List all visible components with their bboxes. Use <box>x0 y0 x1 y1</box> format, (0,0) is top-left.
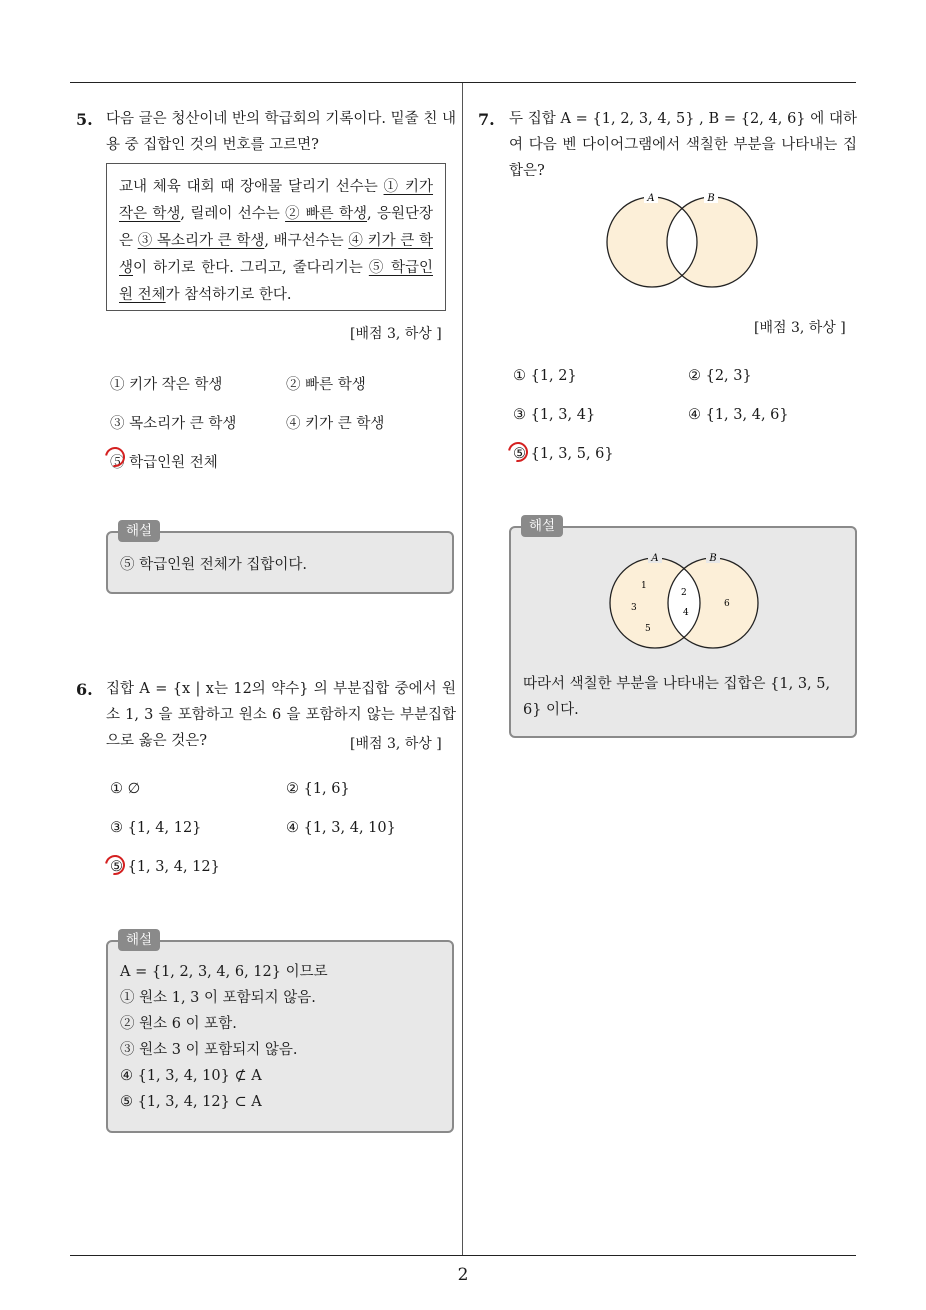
score-label: [배점 3, 하상 ] <box>350 326 442 342</box>
quote-text: 이 하기로 한다. 그리고, 줄다리기는 <box>133 260 369 276</box>
column-divider <box>462 83 463 1255</box>
element-5: 5 <box>645 624 651 634</box>
underlined-phrase: ① 키가 작은 학생 <box>119 179 434 222</box>
option-3[interactable]: ③ {1, 3, 4} <box>513 407 596 423</box>
bottom-rule <box>70 1255 856 1256</box>
solution-line: ① 원소 1, 3 이 포함되지 않음. <box>120 990 316 1006</box>
solution-line: ⑤ 학급인원 전체가 집합이다. <box>120 557 308 573</box>
set-a-label: A <box>647 193 655 204</box>
underlined-phrase: ⑤ 학급인원 전체 <box>119 260 433 303</box>
option-3[interactable]: ③ 목소리가 큰 학생 <box>110 416 237 432</box>
solution-box <box>106 940 454 1133</box>
record-quote-box <box>106 163 446 311</box>
question-text: 집합 A = {x | x는 12의 약수} 의 부분집합 중에서 원소 1, 3 을 포함하고 원소 6 을 포함하지 않는 부분집합으로 옳은 것은? <box>106 681 456 749</box>
solution-line: ⑤ {1, 3, 4, 12} ⊂ A <box>120 1094 262 1110</box>
option-4[interactable]: ④ {1, 3, 4, 6} <box>688 407 789 423</box>
underlined-phrase: ② 빠른 학생 <box>285 206 368 222</box>
solution-line: A = {1, 2, 3, 4, 6, 12} 이므로 <box>120 964 328 980</box>
set-b-label: B <box>707 193 715 204</box>
element-4: 4 <box>683 608 689 618</box>
question-number: 5. <box>76 110 93 129</box>
solution-tag: 해설 <box>118 929 160 951</box>
option-4[interactable]: ④ 키가 큰 학생 <box>286 416 385 432</box>
option-5[interactable]: ⑤ {1, 3, 4, 12} <box>110 859 220 875</box>
question-text: 다음 글은 청산이네 반의 학급회의 기록이다. 밑줄 친 내용 중 집합인 것의 번호를 고르면? <box>106 111 456 153</box>
option-5[interactable]: ⑤ {1, 3, 5, 6} <box>513 446 614 462</box>
quote-text: 가 참석하기로 한다. <box>165 287 292 303</box>
question-number: 7. <box>478 110 495 129</box>
solution-tag: 해설 <box>118 520 160 542</box>
option-5[interactable]: ⑤ 학급인원 전체 <box>110 455 218 471</box>
question-text: 두 집합 A = {1, 2, 3, 4, 5} , B = {2, 4, 6} 에 대하여 다음 벤 다이어그램에서 색칠한 부분을 나타내는 집합은? <box>509 111 857 179</box>
page-number: 2 <box>457 1265 469 1285</box>
quote-text: , 배구선수는 <box>264 233 349 249</box>
top-rule <box>70 82 856 83</box>
quote-text: 교내 체육 대회 때 장애물 달리기 선수는 <box>119 179 384 195</box>
score-label: [배점 3, 하상 ] <box>754 320 846 336</box>
underlined-phrase: ③ 목소리가 큰 학생 <box>137 233 265 249</box>
option-1[interactable]: ① 키가 작은 학생 <box>110 377 223 393</box>
option-2[interactable]: ② 빠른 학생 <box>286 377 366 393</box>
option-1[interactable]: ① {1, 2} <box>513 368 577 384</box>
venn-diagram <box>600 190 770 295</box>
solution-text: 따라서 색칠한 부분을 나타내는 집합은 {1, 3, 5, 6} 이다. <box>523 676 831 718</box>
set-a-label: A <box>651 553 659 564</box>
underlined-phrase: ④ 키가 큰 학생 <box>119 233 433 276</box>
solution-line: ② 원소 6 이 포함. <box>120 1016 237 1032</box>
quote-text: , 릴레이 선수는 <box>180 206 286 222</box>
solution-venn-diagram <box>603 548 768 653</box>
solution-line: ④ {1, 3, 4, 10} ⊄ A <box>120 1068 262 1084</box>
set-b-label: B <box>709 553 717 564</box>
score-label: [배점 3, 하상 ] <box>350 736 442 752</box>
solution-box <box>509 526 857 738</box>
option-4[interactable]: ④ {1, 3, 4, 10} <box>286 820 396 836</box>
quote-text: , 응원단장은 <box>119 206 433 249</box>
element-6: 6 <box>724 599 730 609</box>
question-number: 6. <box>76 680 93 699</box>
element-2: 2 <box>681 588 687 598</box>
element-3: 3 <box>631 603 637 613</box>
option-1[interactable]: ① ∅ <box>110 781 141 797</box>
option-2[interactable]: ② {2, 3} <box>688 368 752 384</box>
element-1: 1 <box>641 581 647 591</box>
solution-tag: 해설 <box>521 515 563 537</box>
option-3[interactable]: ③ {1, 4, 12} <box>110 820 202 836</box>
solution-line: ③ 원소 3 이 포함되지 않음. <box>120 1042 298 1058</box>
option-2[interactable]: ② {1, 6} <box>286 781 350 797</box>
